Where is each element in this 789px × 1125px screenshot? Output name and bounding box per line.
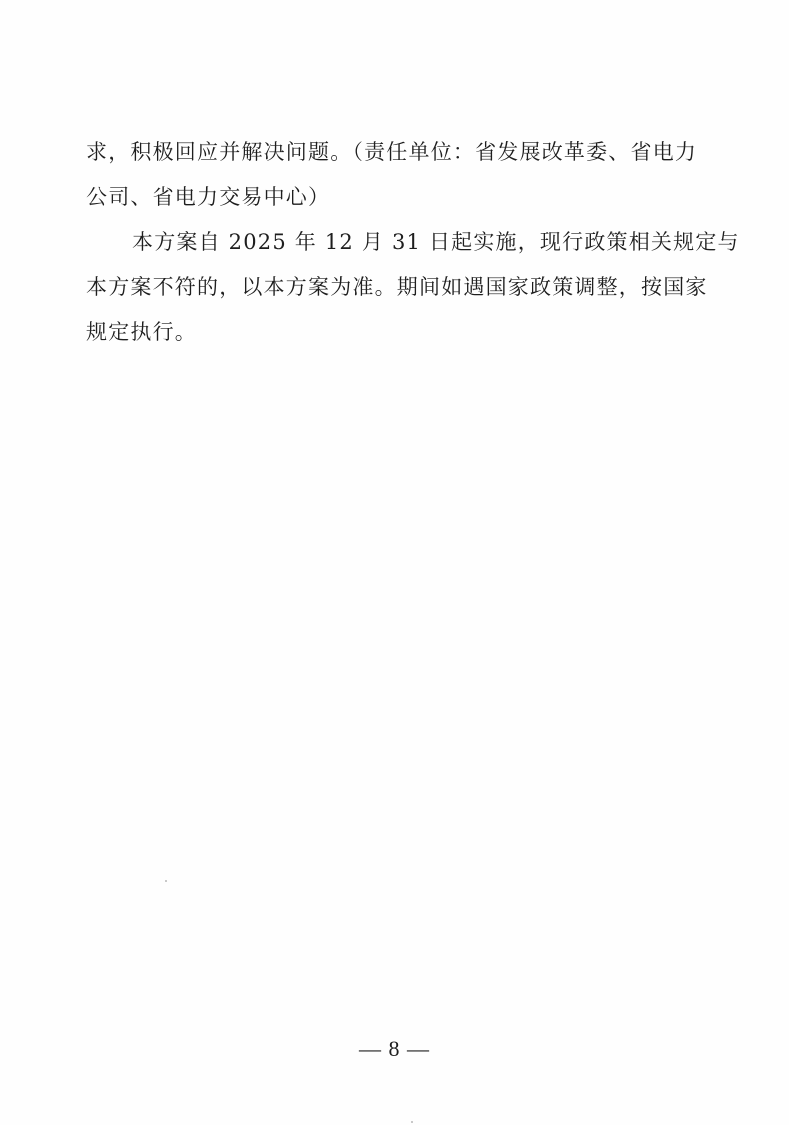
body-text [86,130,740,355]
paragraph-2-line-1: 本方案自 2025 年 12 月 31 日起实施，现行政策相关规定与 [132,230,740,254]
paragraph-1-line-1: 求，积极回应并解决问题。（责任单位：省发展改革委、省电力 [86,140,698,164]
page-number: — 8 — [359,1036,430,1061]
paragraph-2-line-2: 本方案不符的，以本方案为准。期间如遇国家政策调整，按国家 [86,275,708,299]
scan-speck [411,1121,413,1123]
paragraph-2-line-3: 规定执行。 [86,320,197,344]
scan-speck [165,880,167,882]
paragraph-1-line-2: 公司、省电力交易中心） [86,185,331,209]
